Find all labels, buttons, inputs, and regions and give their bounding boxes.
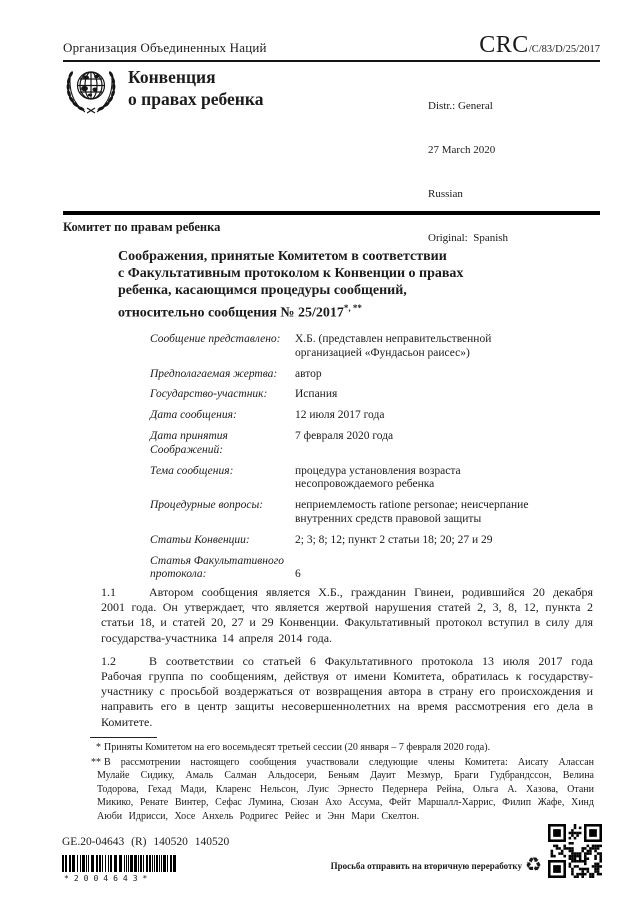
footnote-mark: ** <box>91 756 101 768</box>
decision-title-line: с Факультативным протоколом к Конвенции о правах <box>118 266 464 282</box>
case-info-value: 6 <box>295 568 301 581</box>
case-info-label: Предполагаемая жертва: <box>150 367 278 380</box>
case-info-row <box>150 430 570 458</box>
un-emblem-icon <box>60 64 122 121</box>
document-symbol <box>479 32 600 59</box>
footnote-2 <box>91 756 594 824</box>
case-info-value: процедура установления возраста несопровождаемого ребенка <box>295 464 461 491</box>
body-paragraphs <box>101 585 593 738</box>
distr-line: 27 March 2020 <box>428 143 496 156</box>
case-info-row <box>150 499 570 527</box>
decision-title <box>118 248 478 321</box>
footnote-1 <box>97 741 594 755</box>
case-info-row <box>150 534 570 548</box>
distribution-block <box>428 70 508 274</box>
document-symbol-suffix: /C/83/D/25/2017 <box>528 44 600 55</box>
case-info-value: 12 июля 2017 года <box>295 409 385 422</box>
case-info-value: автор <box>295 367 322 380</box>
case-info-value: 7 февраля 2020 года <box>295 429 394 442</box>
case-info-label: Сообщение представлено: <box>150 333 281 345</box>
footnote-text: Приняты Комитетом на его восемьдесят третьей сессии (20 января – 7 февраля 2020 года). <box>104 742 491 753</box>
case-info-label: Дата сообщения: <box>150 409 237 422</box>
paragraph-1-1 <box>101 585 593 646</box>
recycle-text: Просьба отправить на вторичную переработку <box>330 860 522 871</box>
barcode-digits: *2004643* <box>64 874 153 883</box>
distr-line: Original: Spanish <box>428 231 509 244</box>
case-info-row <box>150 409 570 423</box>
recycle-icon: ♻ <box>524 854 542 876</box>
case-info-label: Статья Факультативного протокола: <box>150 554 284 581</box>
paragraph-number: 1.2 <box>101 653 116 668</box>
committee-heading: Комитет по правам ребенка <box>63 220 221 234</box>
case-info-value: Х.Б. (представлен неправительственной организацией «Фундасьон раисес») <box>295 333 492 359</box>
qr-code-icon <box>548 824 602 883</box>
case-info-row <box>150 465 570 493</box>
publication-title-line2: о правах ребенка <box>128 89 264 109</box>
document-symbol-main: CRC <box>479 32 529 58</box>
case-info-value: 2; 3; 8; 12; пункт 2 статьи 18; 20; 27 и 29 <box>295 533 493 546</box>
case-info-row <box>150 333 570 361</box>
case-info-value: Испания <box>295 388 338 401</box>
publication-title-line1: Конвенция <box>128 67 216 87</box>
case-info-label: Дата принятия Соображений: <box>150 429 228 456</box>
paragraph-1-2 <box>101 654 593 730</box>
footnote-mark: * <box>96 742 101 753</box>
footnotes <box>91 741 594 825</box>
footnote-separator <box>90 737 157 738</box>
decision-title-line: относительно сообщения № 25/2017*, ** <box>118 302 362 321</box>
case-info-label: Тема сообщения: <box>150 464 234 477</box>
case-info-label: Процедурные вопросы: <box>150 499 264 512</box>
recycle-notice <box>300 856 542 875</box>
decision-title-line: Соображения, принятые Комитетом в соответствии <box>118 249 447 264</box>
decision-title-line: ребенка, касающимся процедуры сообщений, <box>118 283 407 299</box>
ge-document-number: GE.20-04643 (R) 140520 140520 <box>62 836 230 848</box>
case-info-row <box>150 555 570 583</box>
distr-line: Distr.: General <box>428 100 493 113</box>
paragraph-text: Автором сообщения является Х.Б., гражданин Гвинеи, родившийся 20 декабря 2001 года. Он утверждает, что является жертвой нарушения статей 2, 3, 8, 12, пункта 2 статьи 18, и статей 20, 27 и 29 Конвенции. Факультативный протокол вступил в силу для государства-участника 14 апреля 2014 года. <box>101 585 593 645</box>
footnote-text: В рассмотрении настоящего сообщения участвовали следующие члены Комитета: Аисату Алассан Мулайе Сидику, Амаль Салман Альдосери, Беньям Дауит Мезмур, Браги Гудбрандссон, Велина Тодорова, Гехад Мади, Кларенс Нельсон, Луис Эрнесто Педернера Рейна, Ольга А. Хазова, Отани Микико, Ренате Винтер, Сефас Лумина, Сюзан Ахо Ассума, Фейт Маршалл-Харрис, Филип Жафе, Хинд Аюби Идрисси, Хосе Анхель Родригес Рейес и Энн Мари Скелтон. <box>97 756 594 822</box>
header-rule-thick <box>63 211 600 215</box>
case-info-value: неприемлемость ratione personae; неисчерпание внутренних средств правовой защиты <box>295 499 529 525</box>
paragraph-text: В соответствии со статьей 6 Факультативного протокола 13 июля 2017 года Рабочая группа по сообщениям, действуя от имени Комитета, обратилась к государству-участнику с просьбой воздержаться от возвращения автора в страну его происхождения и направить его в центр защиты несовершеннолетних на время рассмотрения его дела в Комитете. <box>101 653 593 729</box>
paragraph-number: 1.1 <box>101 585 116 599</box>
un-organization-name: Организация Объединенных Наций <box>63 40 267 55</box>
publication-title <box>128 66 263 110</box>
case-info-label: Государство-участник: <box>150 388 268 401</box>
header-rule-thin <box>63 60 600 62</box>
case-info-table <box>150 333 570 589</box>
case-info-row <box>150 388 570 402</box>
distr-line: Russian <box>428 187 463 200</box>
case-info-label: Статьи Конвенции: <box>150 533 250 546</box>
title-footnote-marks: *, ** <box>343 302 362 313</box>
case-info-row <box>150 368 570 382</box>
